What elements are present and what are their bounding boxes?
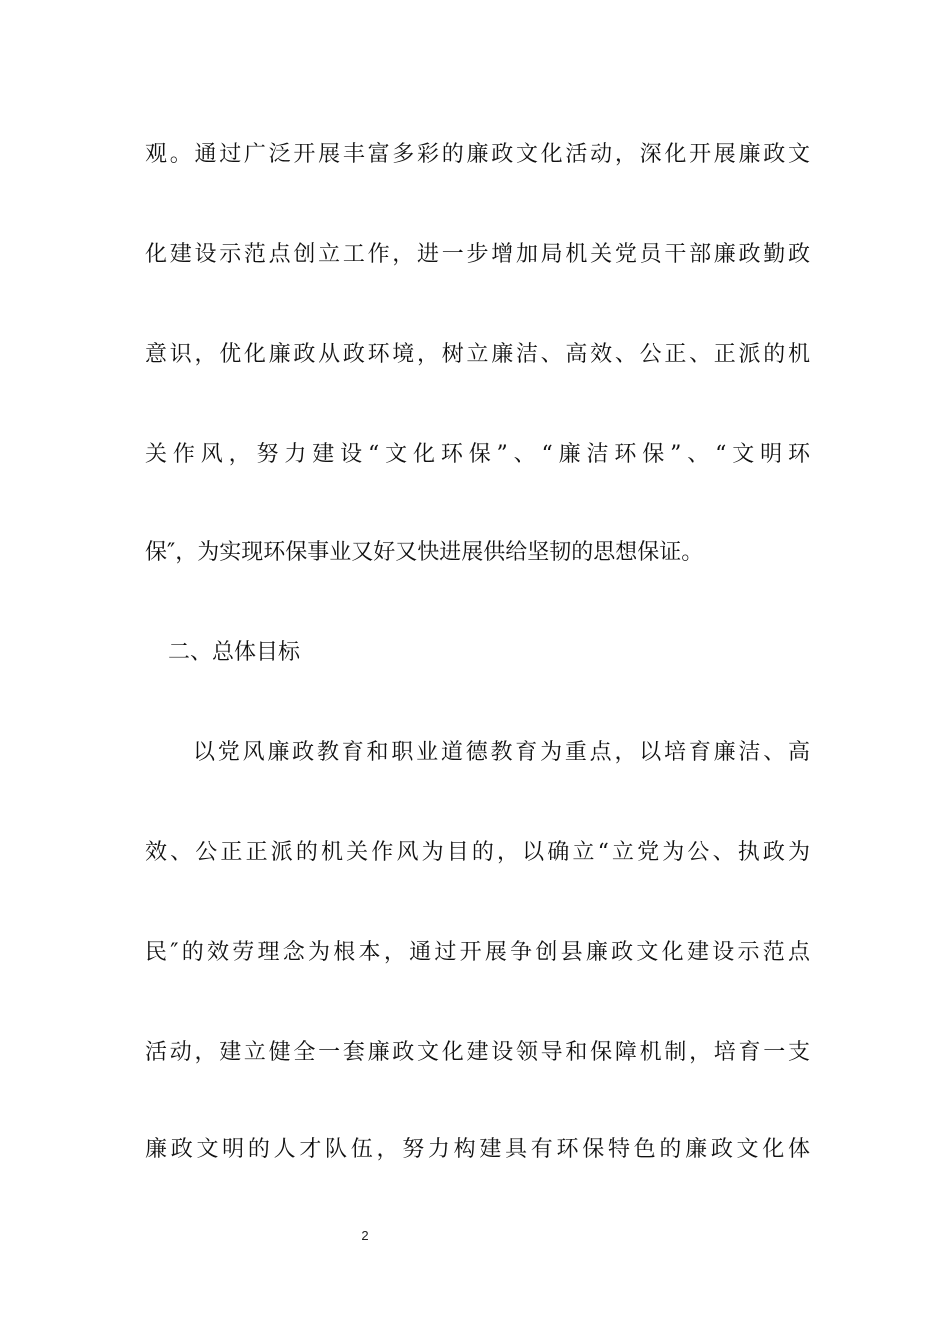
paragraph-line: 以党风廉政教育和职业道德教育为重点，以培育廉洁、高: [193, 740, 810, 765]
paragraph-line: 关作风，努力建设“文化环保”、“廉洁环保”、“文明环: [145, 442, 810, 467]
paragraph-line: 民″的效劳理念为根本，通过开展争创县廉政文化建设示范点: [145, 940, 810, 965]
section-heading: 二、总体目标: [168, 640, 301, 665]
paragraph-line: 化建设示范点创立工作，进一步增加局机关党员干部廉政勤政: [145, 242, 810, 267]
paragraph-line: 保″，为实现环保事业又好又快进展供给坚韧的思想保证。: [145, 540, 704, 565]
paragraph-line: 活动，建立健全一套廉政文化建设领导和保障机制，培育一支: [145, 1040, 810, 1065]
paragraph-line: 效、公正正派的机关作风为目的，以确立“立党为公、执政为: [145, 840, 810, 865]
paragraph-line: 意识，优化廉政从政环境，树立廉洁、高效、公正、正派的机: [145, 342, 810, 367]
paragraph-line: 廉政文明的人才队伍，努力构建具有环保特色的廉政文化体: [145, 1137, 810, 1162]
paragraph-line: 观。通过广泛开展丰富多彩的廉政文化活动，深化开展廉政文: [145, 142, 810, 167]
page-number: 2: [361, 1228, 369, 1243]
